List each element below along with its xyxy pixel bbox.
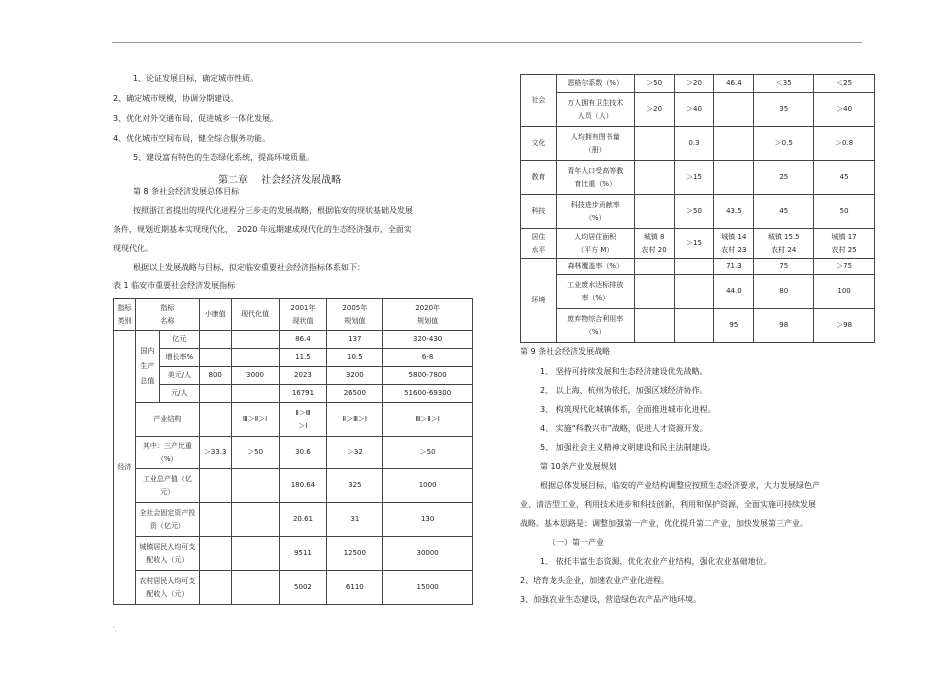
strategy-2: 2、 以上海、杭州为依托，加强区域经济协作。 xyxy=(540,386,708,395)
cell xyxy=(634,195,674,229)
urban-income-label: 城镇居民人均可支 配收入（元） xyxy=(135,537,199,571)
primary-item-1: 1、 依托丰富生态资源，优化农业产业结构，强化农业基础地位。 xyxy=(540,557,772,566)
category-culture: 文化 xyxy=(521,127,557,161)
rural-income-label: 农村居民人均可支 配收入（元） xyxy=(135,571,199,605)
cell: ＞40 xyxy=(814,93,875,127)
paragraph-line: 根据以上发展战略与目标，拟定临安重要社会经济指标体系如下： xyxy=(133,263,365,272)
cell: 45 xyxy=(754,195,814,229)
cell: 180.64 xyxy=(279,469,327,503)
cell: ＜25 xyxy=(814,75,875,93)
housing-label: 人均居住面积 （平方 M） xyxy=(556,229,634,259)
category-education: 教育 xyxy=(521,161,557,195)
cell: 0.3 xyxy=(674,127,714,161)
cell xyxy=(714,161,754,195)
cell: ＞15 xyxy=(674,229,714,259)
cell xyxy=(199,469,231,503)
doctor-label: 万人拥有卫生技术 人员（人） xyxy=(556,93,634,127)
engel-label: 恩格尔系数（%） xyxy=(556,75,634,93)
header-name: 指标 名称 xyxy=(135,299,199,331)
header-rule xyxy=(112,42,862,43)
fixed-assets-label: 全社会固定资产投 资（亿元） xyxy=(135,503,199,537)
table-caption: 表 1 临安市重要社会经济发展指标 xyxy=(113,281,236,290)
cell xyxy=(634,161,674,195)
cell: 98 xyxy=(754,309,814,343)
cell: 50 xyxy=(814,195,875,229)
gdp-label: 国内生产总值 xyxy=(135,331,159,403)
cell: ＞15 xyxy=(674,161,714,195)
cell xyxy=(231,385,279,403)
cell xyxy=(199,403,231,437)
cell: ＞0.8 xyxy=(814,127,875,161)
indicator-table-part2 xyxy=(520,74,875,343)
cell: 5002 xyxy=(279,571,327,605)
cell: 城镇 15.5 农村 24 xyxy=(754,229,814,259)
cell: 城镇 8 农村 20 xyxy=(634,229,674,259)
paragraph-line: 业、清洁型工业，利用技术进步和科技创新，利用和保护资源，全面实施可持续发展 xyxy=(520,500,816,509)
cell xyxy=(199,537,231,571)
header-xiaokang: 小康值 xyxy=(199,299,231,331)
cell: 12500 xyxy=(327,537,383,571)
category-environment: 环境 xyxy=(521,259,557,343)
chapter-title: 第二章 社会经济发展战略 xyxy=(218,175,342,186)
cell xyxy=(199,349,231,367)
cell: Ⅱ＞Ⅲ ＞Ⅰ xyxy=(279,403,327,437)
paragraph-line: 根据总体发展目标，临安的产业结构调整应按照生态经济要求，大力发展绿色产 xyxy=(540,481,820,490)
strategy-4: 4、 实施“科教兴市”战略，促进人才资源开发。 xyxy=(540,424,708,433)
higher-edu-label: 青年人口受高等教 育比重（%） xyxy=(556,161,634,195)
wastewater-label: 工业废水达标排放 率（%） xyxy=(556,275,634,309)
tertiary-label: 其中：三产比重 （%） xyxy=(135,437,199,469)
article-9-title: 第 9 条社会经济发展战略 xyxy=(520,347,611,356)
primary-item-3: 3、加强农业生态建设，营造绿色农产品产地环境。 xyxy=(520,595,702,604)
strategy-3: 3、 构筑现代化城镇体系，全面推进城市化进程。 xyxy=(540,405,716,414)
cell xyxy=(231,349,279,367)
cell: 137 xyxy=(327,331,383,349)
cell: 10.5 xyxy=(327,349,383,367)
cell: 800 xyxy=(199,367,231,385)
cell xyxy=(231,537,279,571)
cell xyxy=(674,275,714,309)
cell: Ⅱ＞Ⅲ＞Ⅰ xyxy=(327,403,383,437)
cell: 11.5 xyxy=(279,349,327,367)
corner-mark: . xyxy=(857,38,859,45)
cell: 30000 xyxy=(383,537,473,571)
primary-item-2: 2、培育龙头企业，加速农业产业化进程。 xyxy=(520,576,670,585)
cell: 1000 xyxy=(383,469,473,503)
cell: 75 xyxy=(754,259,814,275)
cell: 35 xyxy=(754,93,814,127)
cell: 45 xyxy=(814,161,875,195)
article-8-title: 第 8 条社会经济发展总体目标 xyxy=(133,187,240,196)
goal-2: 2、确定城市规模，协调分期建设。 xyxy=(113,94,239,103)
cell: 城镇 14 农村 23 xyxy=(714,229,754,259)
structure-label: 产业结构 xyxy=(135,403,199,437)
category-housing: 居住 水平 xyxy=(521,229,557,259)
cell: ＞0.5 xyxy=(754,127,814,161)
cell: ＞20 xyxy=(674,75,714,93)
header-2020: 2020年 规划值 xyxy=(383,299,473,331)
header-category: 指标 类别 xyxy=(114,299,136,331)
cell: ＞98 xyxy=(814,309,875,343)
strategy-1: 1、 坚持可持续发展和生态经济建设优先战略。 xyxy=(540,367,708,376)
article-10-title: 第 10条产业发展规划 xyxy=(540,462,617,471)
paragraph-line: 战略。基本思路是：调整加强第一产业，优化提升第二产业，加快发展第三产业。 xyxy=(520,519,808,528)
cell: ＞20 xyxy=(634,93,674,127)
forest-label: 森林覆盖率（%） xyxy=(556,259,634,275)
goal-1: 1、论证发展目标，确定城市性质。 xyxy=(133,74,259,83)
category-social: 社会 xyxy=(521,75,557,127)
cell: ＞40 xyxy=(674,93,714,127)
cell: ＞50 xyxy=(634,75,674,93)
subsection-title: （一）第一产业 xyxy=(548,538,604,547)
header-2005: 2005年 规划值 xyxy=(327,299,383,331)
cell: ＞50 xyxy=(383,437,473,469)
cell: 15000 xyxy=(383,571,473,605)
cell xyxy=(634,259,674,275)
cell: 20.61 xyxy=(279,503,327,537)
header-2001: 2001年 现状值 xyxy=(279,299,327,331)
cell xyxy=(634,275,674,309)
cell: 2023 xyxy=(279,367,327,385)
cell xyxy=(231,503,279,537)
industry-label: 工业总产值（亿 元） xyxy=(135,469,199,503)
cell: 130 xyxy=(383,503,473,537)
cell: 6110 xyxy=(327,571,383,605)
cell: 320-430 xyxy=(383,331,473,349)
cell xyxy=(634,309,674,343)
cell: 71.3 xyxy=(714,259,754,275)
row-sub: 元/人 xyxy=(159,385,199,403)
waste-label: 废弃物综合利用率 （%） xyxy=(556,309,634,343)
cell: 城镇 17 农村 25 xyxy=(814,229,875,259)
cell xyxy=(199,571,231,605)
row-sub: 美元/人 xyxy=(159,367,199,385)
cell: 9511 xyxy=(279,537,327,571)
cell: 3000 xyxy=(231,367,279,385)
corner-mark: '. xyxy=(113,626,117,633)
cell: 95 xyxy=(714,309,754,343)
cell: 325 xyxy=(327,469,383,503)
cell: 44.0 xyxy=(714,275,754,309)
cell xyxy=(714,127,754,161)
indicator-table-part1 xyxy=(113,298,473,605)
cell xyxy=(199,331,231,349)
goal-5: 5、建设富有特色的生态绿化系统，提高环境质量。 xyxy=(133,153,315,162)
cell xyxy=(199,503,231,537)
paragraph-line: 现现代化。 xyxy=(113,244,153,253)
goal-4: 4、优化城市空间布局，健全综合服务功能。 xyxy=(113,134,271,143)
cell: ＞75 xyxy=(814,259,875,275)
cell: 6-8 xyxy=(383,349,473,367)
cell: 25 xyxy=(754,161,814,195)
tech-progress-label: 科技进步贡献率 （%） xyxy=(556,195,634,229)
paragraph-line: 按照浙江省提出的现代化进程分三步走的发展战略，根据临安的现状基础及发展 xyxy=(133,206,413,215)
cell: 3200 xyxy=(327,367,383,385)
cell xyxy=(674,309,714,343)
row-sub: 亿元 xyxy=(159,331,199,349)
cell: ＜35 xyxy=(754,75,814,93)
strategy-5: 5、 加强社会主义精神文明建设和民主法制建设。 xyxy=(540,443,716,452)
row-sub: 增长率% xyxy=(159,349,199,367)
cell: 31 xyxy=(327,503,383,537)
cell: 86.4 xyxy=(279,331,327,349)
cell: 30.6 xyxy=(279,437,327,469)
cell: 46.4 xyxy=(714,75,754,93)
cell xyxy=(674,259,714,275)
cell: ＞50 xyxy=(231,437,279,469)
cell: Ⅲ＞Ⅱ＞Ⅰ xyxy=(231,403,279,437)
cell xyxy=(231,331,279,349)
cell: Ⅲ＞Ⅱ＞Ⅰ xyxy=(383,403,473,437)
cell: ＞33.3 xyxy=(199,437,231,469)
books-label: 人均拥有图书量 （册） xyxy=(556,127,634,161)
category-tech: 科技 xyxy=(521,195,557,229)
category-economy: 经济 xyxy=(114,331,136,605)
cell: ＞50 xyxy=(674,195,714,229)
cell: 5800-7800 xyxy=(383,367,473,385)
cell xyxy=(199,385,231,403)
paragraph-line: 条件，规划近期基本实现现代化， 2020 年远期建成现代化的生态经济强市，全面实 xyxy=(113,225,412,234)
cell: 100 xyxy=(814,275,875,309)
cell xyxy=(231,571,279,605)
cell xyxy=(634,127,674,161)
cell: 80 xyxy=(754,275,814,309)
cell: 51600-69300 xyxy=(383,385,473,403)
cell: 16791 xyxy=(279,385,327,403)
cell xyxy=(714,93,754,127)
cell: 43.5 xyxy=(714,195,754,229)
cell: ＞32 xyxy=(327,437,383,469)
cell xyxy=(231,469,279,503)
header-modern: 现代化值 xyxy=(231,299,279,331)
goal-3: 3、优化对外交通布局，促进城乡一体化发展。 xyxy=(113,114,279,123)
cell: 26500 xyxy=(327,385,383,403)
